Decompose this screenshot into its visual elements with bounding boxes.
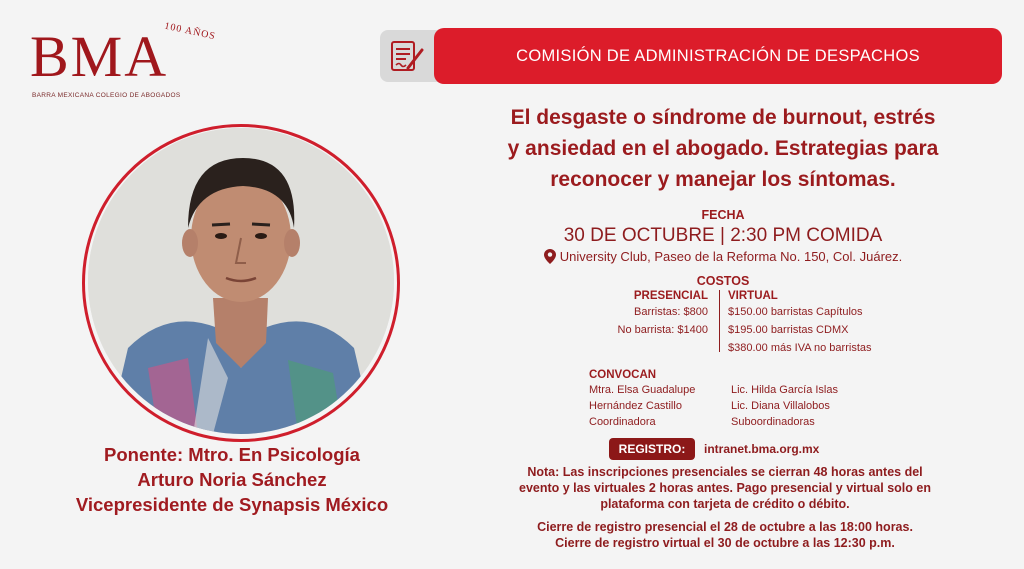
- presencial-item: No barrista: $1400: [617, 324, 708, 336]
- note-line: plataforma con tarjeta de crédito o débito.: [600, 497, 850, 511]
- event-title: [440, 102, 1006, 195]
- registro-badge: REGISTRO:: [609, 438, 695, 460]
- title-line-3: reconocer y manejar los síntomas.: [550, 168, 896, 191]
- costs-presencial: [580, 288, 708, 338]
- virtual-item: $150.00 barristas Capítulos: [728, 306, 863, 318]
- logo-years: 100 AÑOS: [163, 20, 217, 43]
- convocan-line: Mtra. Elsa Guadalupe: [589, 384, 696, 396]
- deadline-virtual: Cierre de registro virtual el 30 de octubre a las 12:30 p.m.: [555, 536, 895, 550]
- virtual-label: VIRTUAL: [728, 290, 778, 302]
- convocan-coordinator: [589, 382, 729, 430]
- convocan-line: Lic. Diana Villalobos: [731, 400, 830, 412]
- bma-logo: [28, 22, 218, 104]
- fecha-label: FECHA: [701, 208, 745, 222]
- presencial-label: PRESENCIAL: [633, 290, 708, 302]
- convocan-line: Hernández Castillo: [589, 400, 682, 412]
- registration-note: [470, 464, 980, 512]
- speaker-role: Ponente: Mtro. En Psicología: [104, 444, 360, 465]
- logo-letters: BMA: [30, 24, 169, 89]
- convocan-subcoordinators: [731, 382, 891, 430]
- speaker-info: [30, 442, 434, 517]
- speaker-photo: [88, 128, 394, 434]
- convocan-label: CONVOCAN: [589, 369, 657, 381]
- costs-virtual: [728, 288, 948, 356]
- convocan-line: Suboordinadoras: [731, 416, 815, 428]
- title-line-2: y ansiedad en el abogado. Estrategias para: [507, 137, 939, 160]
- speaker-position: Vicepresidente de Synapsis México: [75, 494, 389, 515]
- costos-label: COSTOS: [696, 274, 750, 288]
- convocan-line: Coordinadora: [589, 416, 656, 428]
- registro-link[interactable]: intranet.bma.org.mx: [704, 442, 820, 456]
- note-line: Nota: Las inscripciones presenciales se cierran 48 horas antes del: [527, 465, 923, 479]
- presencial-item: Barristas: $800: [634, 306, 708, 318]
- banner-text: COMISIÓN DE ADMINISTRACIÓN DE DESPACHOS: [516, 46, 920, 65]
- banner-icon-box: [380, 30, 442, 82]
- costs-divider: [719, 290, 720, 352]
- virtual-item: $380.00 más IVA no barristas: [728, 342, 872, 354]
- convocan-line: Lic. Hilda García Islas: [731, 384, 838, 396]
- logo-subtitle: BARRA MEXICANA COLEGIO DE ABOGADOS: [32, 92, 181, 99]
- note-line: evento y las virtuales 2 horas antes. Pago presencial y virtual solo en: [519, 481, 931, 495]
- title-line-1: El desgaste o síndrome de burnout, estrés: [510, 106, 936, 129]
- deadline-presencial: Cierre de registro presencial el 28 de octubre a las 18:00 horas.: [537, 520, 913, 534]
- event-location: [440, 249, 1006, 264]
- virtual-item: $195.00 barristas CDMX: [728, 324, 849, 336]
- location-pin-icon: [544, 249, 556, 264]
- commission-banner: [434, 28, 1002, 84]
- location-text: University Club, Paseo de la Reforma No. 150, Col. Juárez.: [559, 249, 903, 264]
- document-signature-icon: [380, 30, 442, 82]
- registration-deadlines: [470, 519, 980, 551]
- fecha-value: 30 DE OCTUBRE | 2:30 PM COMIDA: [563, 225, 883, 246]
- speaker-name: Arturo Noria Sánchez: [137, 469, 327, 490]
